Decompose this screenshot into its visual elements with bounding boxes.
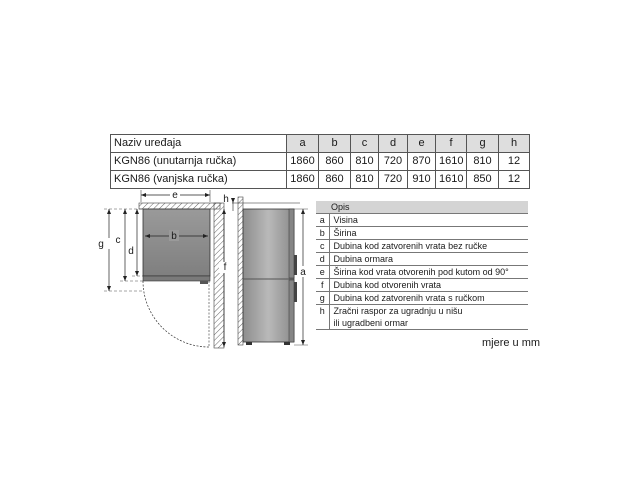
legend-text: Dubina kod zatvorenih vrata s ručkom [329, 292, 528, 305]
arrow-d-top [135, 209, 139, 214]
legend-text: Dubina ormara [329, 253, 528, 266]
list-item [316, 227, 528, 240]
list-item [316, 305, 528, 330]
side-view [223, 194, 308, 345]
back-wall-hatch [238, 197, 243, 345]
rear-wall-hatch [139, 203, 220, 209]
table-cell: 720 [379, 153, 408, 171]
arrow-g-top [107, 209, 111, 214]
legend-title: Opis [329, 201, 528, 214]
legend-text: Dubina kod zatvorenih vrata bez ručke [329, 240, 528, 253]
upper-door-edge [289, 209, 294, 278]
table-cell: 860 [319, 171, 351, 189]
legend-code: d [316, 253, 329, 266]
row-device-name: KGN86 (vanjska ručka) [111, 171, 287, 189]
door-top [143, 276, 210, 281]
header-device-name: Naziv uređaja [111, 135, 287, 153]
label-a: a [300, 267, 306, 278]
legend-code: b [316, 227, 329, 240]
foot-front [284, 342, 290, 345]
list-item [316, 214, 528, 227]
label-bg [103, 238, 113, 249]
legend-text: Širina [329, 227, 528, 240]
legend-code: h [316, 305, 329, 330]
table-cell: 12 [499, 171, 530, 189]
arrow-g-bottom [107, 286, 111, 291]
header-col-g: g [467, 135, 499, 153]
top-view [98, 189, 229, 348]
legend-code: a [316, 214, 329, 227]
table-cell: 850 [467, 171, 499, 189]
label-e: e [172, 190, 178, 201]
legend-text: Dubina kod otvorenih vrata [329, 279, 528, 292]
fridge-side-body [243, 209, 294, 342]
list-item [316, 292, 528, 305]
description-legend [316, 201, 528, 330]
door-handle [200, 281, 208, 284]
table-cell: 910 [408, 171, 436, 189]
header-col-f: f [436, 135, 467, 153]
lower-handle [294, 282, 297, 302]
label-c: c [115, 235, 121, 246]
list-item [316, 240, 528, 253]
table-cell: 1860 [287, 171, 319, 189]
fridge-body-top [143, 209, 210, 276]
table-cell: 1610 [436, 171, 467, 189]
table-cell: 810 [351, 171, 379, 189]
units-note: mjere u mm [482, 337, 541, 349]
foot-rear [246, 342, 252, 345]
table-cell: 810 [351, 153, 379, 171]
side-wall-hatch [214, 203, 224, 348]
table-cell: 810 [467, 153, 499, 171]
arrow-c-bottom [123, 276, 127, 281]
legend-text: Širina kod vrata otvorenih pod kutom od 90° [329, 266, 528, 279]
legend-code: e [316, 266, 329, 279]
label-d: d [128, 246, 134, 257]
header-col-c: c [351, 135, 379, 153]
legend-header-blank [316, 201, 329, 214]
arrow-a-top [301, 209, 305, 214]
header-col-e: e [408, 135, 436, 153]
legend-code: c [316, 240, 329, 253]
row-device-name: KGN86 (unutarnja ručka) [111, 153, 287, 171]
table-cell: 720 [379, 171, 408, 189]
header-col-d: d [379, 135, 408, 153]
table-cell: 860 [319, 153, 351, 171]
upper-handle [294, 255, 297, 275]
table-cell: 870 [408, 153, 436, 171]
legend-header-row [316, 201, 528, 214]
label-f: f [223, 262, 227, 273]
label-b: b [171, 231, 177, 242]
list-item [316, 266, 528, 279]
header-col-b: b [319, 135, 351, 153]
arrow-c-top [123, 209, 127, 214]
label-g: g [98, 239, 104, 250]
legend-code: g [316, 292, 329, 305]
arrow-a-bottom [301, 340, 305, 345]
arrow-d-bottom [135, 271, 139, 276]
header-col-a: a [287, 135, 319, 153]
legend-text: Visina [329, 214, 528, 227]
table-cell: 1610 [436, 153, 467, 171]
list-item [316, 253, 528, 266]
arrow-e-right [205, 193, 210, 197]
legend-code: f [316, 279, 329, 292]
legend-text: Zračni raspor za ugradnju u nišu ili ugradbeni ormar [329, 305, 528, 330]
table-cell: 12 [499, 153, 530, 171]
table-cell: 1860 [287, 153, 319, 171]
arrow-h [231, 198, 235, 203]
list-item [316, 279, 528, 292]
label-h: h [223, 194, 229, 205]
arrow-e-left [141, 193, 146, 197]
lower-door-edge [289, 280, 294, 342]
door-swing-arc [143, 281, 209, 347]
header-col-h: h [499, 135, 530, 153]
